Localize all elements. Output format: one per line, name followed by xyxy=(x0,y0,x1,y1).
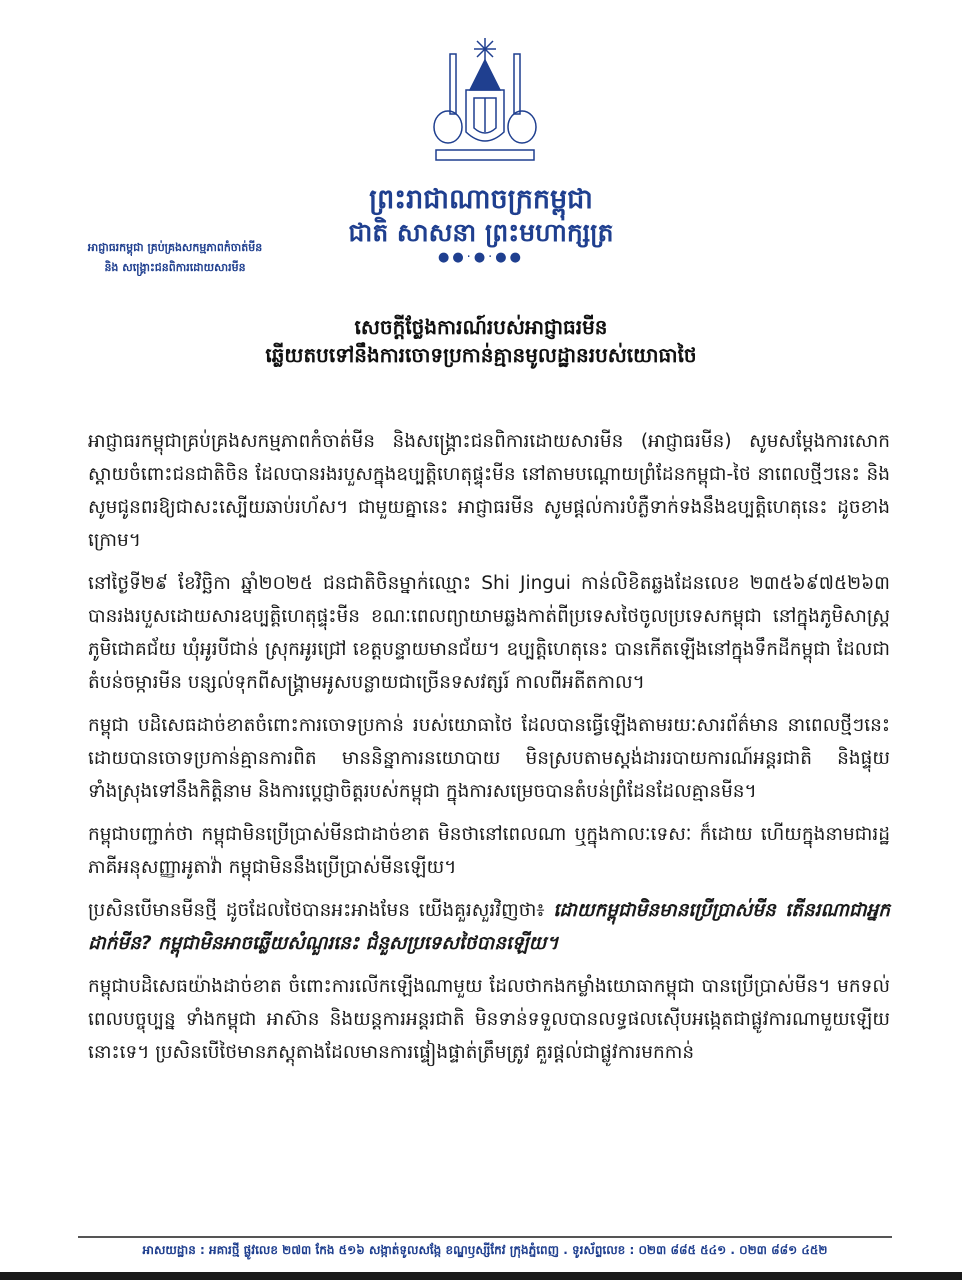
issuing-authority xyxy=(60,238,290,278)
paragraph-1: អាជ្ញាធរកម្ពុជាគ្រប់គ្រងសកម្មភាពកំចាត់មីន និងសង្គ្រោះជនពិការដោយសារមីន (អាជ្ញាធរមីន) សូមសម្តែងការសោកស្តាយចំពោះជនជាតិចិន ដែលបានរងរបួសក្នុងឧប្បត្តិហេតុផ្ទុះមីន នៅតាមបណ្តោយព្រំដែនកម្ពុជា-ថៃ នាពេលថ្មីៗនេះ និងសូមជូនពរឱ្យជាសះស្បើយឆាប់រហ័ស។ ជាមួយគ្នានេះ អាជ្ញាធរមីន សូមផ្តល់ការបំភ្លឺទាក់ទងនឹងឧប្បត្តិហេតុនេះ ដូចខាងក្រោម។ xyxy=(88,431,890,551)
ornament-divider: ●●·●·●● xyxy=(438,250,524,265)
scan-edge xyxy=(0,1272,962,1280)
authority-line-2: និង សង្គ្រោះជនពិការដោយសារមីន xyxy=(104,261,246,274)
footer-divider xyxy=(78,1236,892,1238)
statement-body xyxy=(88,425,890,1079)
paragraph-2: នៅថ្ងៃទី២៩ ខែវិច្ឆិកា ឆ្នាំ២០២៥ ជនជាតិចិនម្នាក់ឈ្មោះ Shi Jingui កាន់លិខិតឆ្លងដែនលេខ ២៣៥៦៩៧៥២៦៣ បានរងរបួសដោយសារឧប្បត្តិហេតុផ្ទុះមីន ខណៈពេលព្យាយាមឆ្លងកាត់ពីប្រទេសថៃចូលប្រទេសកម្ពុជា នៅក្នុងភូមិសាស្រ្តភូមិជោគជ័យ ឃុំអូរបីជាន់ ស្រុកអូរជ្រៅ ខេត្តបន្ទាយមានជ័យ។ ឧប្បត្តិហេតុនេះ បានកើតឡើងនៅក្នុងទឹកដីកម្ពុជា ដែលជាតំបន់ចម្ការមីន បន្សល់ទុកពីសង្គ្រាមអូសបន្លាយជាច្រើនទសវត្សរ៍ កាលពីអតីតកាល។ xyxy=(88,573,890,693)
paragraph-6: កម្ពុជាបដិសេធយ៉ាងដាច់ខាត ចំពោះការលើកឡើងណាមួយ ដែលថាកងកម្លាំងយោធាកម្ពុជា បានប្រើប្រាស់មីន។ មកទល់ពេលបច្ចុប្បន្ន ទាំងកម្ពុជា អាស៊ាន និងយន្តការអន្តរជាតិ មិនទាន់ទទួលបានលទ្ធផលស៊ើបអង្កេតជាផ្លូវការណាមួយឡើយនោះទេ។ ប្រសិនបើថៃមានភស្តុតាងដែលមានការផ្ទៀងផ្ទាត់ត្រឹមត្រូវ គួរផ្តល់ជាផ្លូវការមកកាន់ xyxy=(88,976,890,1063)
kingdom-name: ព្រះរាជាណាចក្រកម្ពុជា xyxy=(369,184,593,215)
document-subtitle: ឆ្លើយតបទៅនឹងការចោទប្រកាន់គ្មានមូលដ្ឋានរបស់យោធាថៃ xyxy=(265,343,697,367)
national-motto: ជាតិ សាសនា ព្រះមហាក្សត្រ xyxy=(348,218,614,247)
footer-address: អាសយដ្ឋាន : អគារថ្មី ផ្លូវលេខ ២៧៣ កែង ៥១៦ សង្កាត់ទូលសង្កែ ខណ្ឌឫស្សីកែវ ក្រុងភ្នំពេញ . ទូរស័ព្ទលេខ : ០២៣ ៨៨៥ ៥៤១ . ០២៣ ៨៨១ ៤៥២ xyxy=(142,1243,828,1257)
paragraph-4: កម្ពុជាបញ្ជាក់ថា កម្ពុជាមិនប្រើប្រាស់មីនជាដាច់ខាត មិនថានៅពេលណា ឬក្នុងកាលៈទេសៈ ក៏ដោយ ហើយក្នុងនាមជារដ្ឋភាគីអនុសញ្ញាអូតាវ៉ា កម្ពុជាមិននឹងប្រើប្រាស់មីនឡើយ។ xyxy=(88,824,890,878)
paragraph-5-lead: ប្រសិនបើមានមីនថ្មី ដូចដែលថៃបានអះអាងមែន យើងគួរសួរវិញថា៖ xyxy=(88,900,554,921)
document-title: សេចក្តីថ្លែងការណ៍របស់អាជ្ញាធរមីន xyxy=(354,315,608,339)
paragraph-5-emphasis: ដោយកម្ពុជាមិនមានប្រើប្រាស់មីន តើនរណាជាអ្នកដាក់មីន? កម្ពុជាមិនអាចឆ្លើយសំណួរនេះ ជំនួសប្រទេសថៃបានឡើយ។ xyxy=(88,900,891,954)
authority-line-1: អាជ្ញាធរកម្ពុជា គ្រប់គ្រងសកម្មភាពកំចាត់មីន xyxy=(87,241,263,254)
royal-emblem-icon xyxy=(430,32,540,172)
paragraph-5 xyxy=(88,894,890,960)
paragraph-3: កម្ពុជា បដិសេធដាច់ខាតចំពោះការចោទប្រកាន់ របស់យោធាថៃ ដែលបានធ្វើឡើងតាមរយៈសារព័ត៌មាន នាពេលថ្មីៗនេះ ដោយបានចោទប្រកាន់គ្មានការពិត មាននិន្នាការនយោបាយ មិនស្របតាមស្តង់ដាររបាយការណ៍អន្តរជាតិ និងផ្ទុយទាំងស្រុងទៅនឹងកិត្តិនាម និងការប្តេជ្ញាចិត្តរបស់កម្ពុជា ក្នុងការសម្រេចបានតំបន់ព្រំដែនដែលគ្មានមីន។ xyxy=(88,715,890,802)
